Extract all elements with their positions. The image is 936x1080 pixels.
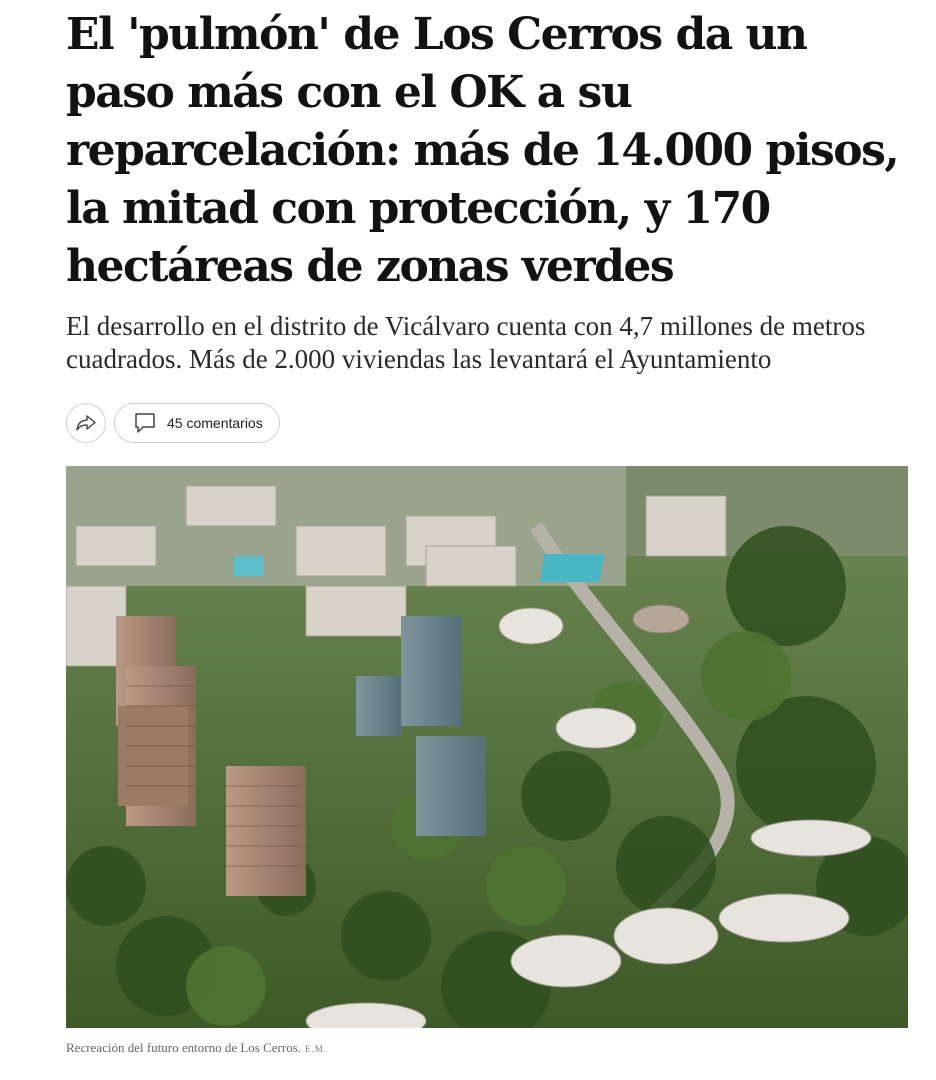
article-actions — [66, 402, 916, 444]
headline: El 'pulmón' de Los Cerros da un paso más con el OK a su reparcelación: más de 14.000 pisos, la mitad con protección, y 170 hectáreas de zonas verdes — [66, 9, 899, 292]
article-image — [66, 466, 908, 1028]
comment-icon — [133, 411, 157, 435]
comments-button[interactable] — [114, 403, 280, 443]
aerial-rendering-image — [66, 466, 908, 1028]
caption-text: Recreación del futuro entorno de Los Cerros. — [66, 1040, 302, 1055]
share-button[interactable] — [66, 403, 106, 443]
comments-count: 45 comentarios — [167, 415, 263, 431]
standfirst: El desarrollo en el distrito de Vicálvaro cuenta con 4,7 millones de metros cuadrados. Más de 2.000 viviendas las levantará el Ayuntamiento — [66, 311, 866, 374]
image-caption — [66, 1040, 916, 1056]
caption-credit: E.M. — [305, 1044, 328, 1054]
article — [66, 0, 916, 1056]
share-icon — [75, 414, 97, 432]
